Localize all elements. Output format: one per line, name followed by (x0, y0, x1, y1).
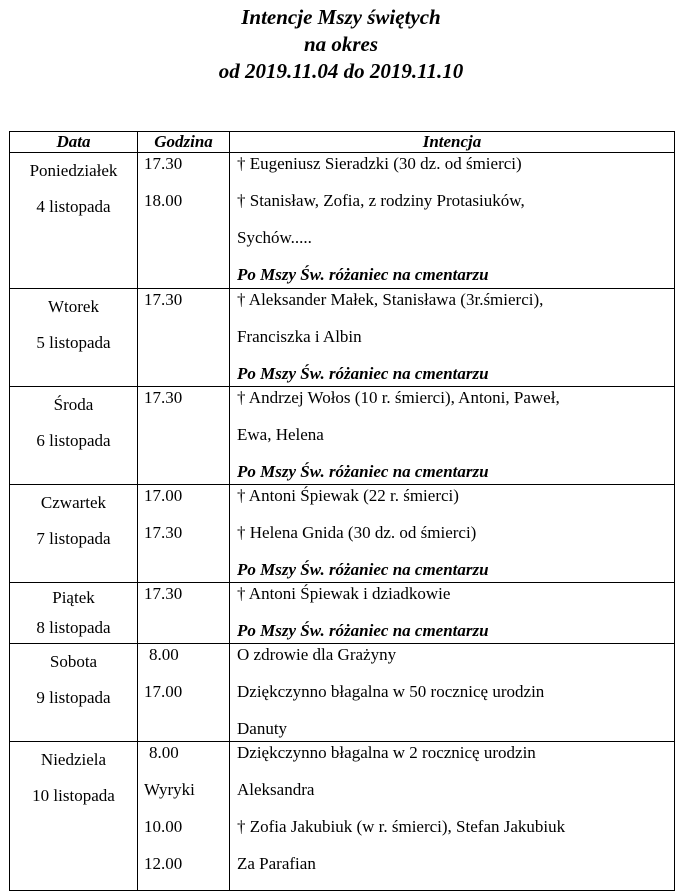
hour-entry: 10.00 (144, 817, 183, 836)
hours-cell (138, 583, 230, 644)
intention-note: Po Mszy Św. różaniec na cmentarzu (237, 462, 489, 481)
day-date: 9 listopada (36, 688, 111, 707)
hours-cell (138, 289, 230, 387)
intention-cell (230, 742, 675, 891)
table-row (10, 153, 675, 289)
day-date: 6 listopada (36, 431, 111, 450)
intention-entry: Dziękczynno błagalna w 2 rocznicę urodzin (237, 743, 536, 762)
hour-entry: 17.30 (144, 523, 183, 542)
intention-entry: Franciszka i Albin (237, 327, 362, 346)
table-row (10, 644, 675, 742)
intention-entry: † Aleksander Małek, Stanisława (3r.śmierci), (237, 290, 544, 309)
intention-entry: † Eugeniusz Sieradzki (30 dz. od śmierci) (237, 154, 522, 173)
header-row (10, 132, 675, 153)
header-hour: Godzina (138, 132, 230, 153)
day-name: Wtorek (48, 297, 99, 316)
day-date: 10 listopada (32, 786, 115, 805)
intention-cell (230, 583, 675, 644)
intention-entry: O zdrowie dla Grażyny (237, 645, 397, 664)
hour-entry: 17.30 (144, 388, 183, 407)
intention-entry: Danuty (237, 719, 288, 738)
intention-entry: Za Parafian (237, 854, 316, 873)
table-row (10, 485, 675, 583)
table-row (10, 583, 675, 644)
day-name: Sobota (49, 652, 98, 671)
hour-entry: 8.00 (149, 645, 179, 664)
hour-entry: 12.00 (144, 854, 183, 873)
intention-note: Po Mszy Św. różaniec na cmentarzu (237, 621, 489, 640)
hour-entry: 8.00 (149, 743, 179, 762)
day-name: Środa (53, 395, 94, 414)
hours-cell (138, 387, 230, 485)
hour-entry: 17.30 (144, 584, 183, 603)
title-line-1: Intencje Mszy świętych (241, 5, 441, 29)
day-cell (10, 153, 138, 289)
intention-cell (230, 485, 675, 583)
intention-note: Po Mszy Św. różaniec na cmentarzu (237, 265, 489, 284)
hour-entry: 17.00 (144, 682, 183, 701)
hours-cell (138, 485, 230, 583)
day-cell (10, 644, 138, 742)
day-cell (10, 387, 138, 485)
table-row (10, 742, 675, 891)
day-date: 7 listopada (36, 529, 111, 548)
hours-cell (138, 742, 230, 891)
day-cell (10, 485, 138, 583)
intention-entry: † Antoni Śpiewak i dziadkowie (237, 584, 451, 603)
intention-cell (230, 644, 675, 742)
hour-entry: Wyryki (144, 780, 195, 799)
title-line-2: na okres (303, 32, 379, 56)
intention-entry: Sychów..... (237, 228, 312, 247)
document-title (0, 4, 682, 85)
header-date: Data (10, 132, 138, 153)
intention-entry: † Zofia Jakubiuk (w r. śmierci), Stefan Jakubiuk (237, 817, 566, 836)
day-date: 8 listopada (36, 618, 111, 637)
mass-intentions-table (9, 131, 675, 891)
intention-entry: Aleksandra (237, 780, 315, 799)
hour-entry: 18.00 (144, 191, 183, 210)
intention-note: Po Mszy Św. różaniec na cmentarzu (237, 364, 489, 383)
intention-entry: † Antoni Śpiewak (22 r. śmierci) (237, 486, 459, 505)
header-intention: Intencja (230, 132, 675, 153)
day-date: 4 listopada (36, 197, 111, 216)
day-name: Czwartek (40, 493, 107, 512)
day-date: 5 listopada (36, 333, 111, 352)
hour-entry: 17.30 (144, 290, 183, 309)
table-row (10, 387, 675, 485)
intention-entry: Dziękczynno błagalna w 50 rocznicę urodzin (237, 682, 545, 701)
hours-cell (138, 153, 230, 289)
intention-note: Po Mszy Św. różaniec na cmentarzu (237, 560, 489, 579)
intention-entry: Ewa, Helena (237, 425, 324, 444)
day-name: Poniedziałek (29, 161, 118, 180)
intention-entry: † Stanisław, Zofia, z rodziny Protasiuków, (237, 191, 525, 210)
day-name: Piątek (52, 588, 95, 607)
day-cell (10, 289, 138, 387)
hour-entry: 17.30 (144, 154, 183, 173)
intention-cell (230, 153, 675, 289)
intention-entry: † Andrzej Wołos (10 r. śmierci), Antoni, Paweł, (237, 388, 560, 407)
table-row (10, 289, 675, 387)
intention-cell (230, 387, 675, 485)
day-cell (10, 583, 138, 644)
day-name: Niedziela (40, 750, 107, 769)
hour-entry: 17.00 (144, 486, 183, 505)
hours-cell (138, 644, 230, 742)
intention-entry: † Helena Gnida (30 dz. od śmierci) (237, 523, 477, 542)
intention-cell (230, 289, 675, 387)
day-cell (10, 742, 138, 891)
title-line-3: od 2019.11.04 do 2019.11.10 (218, 59, 464, 83)
